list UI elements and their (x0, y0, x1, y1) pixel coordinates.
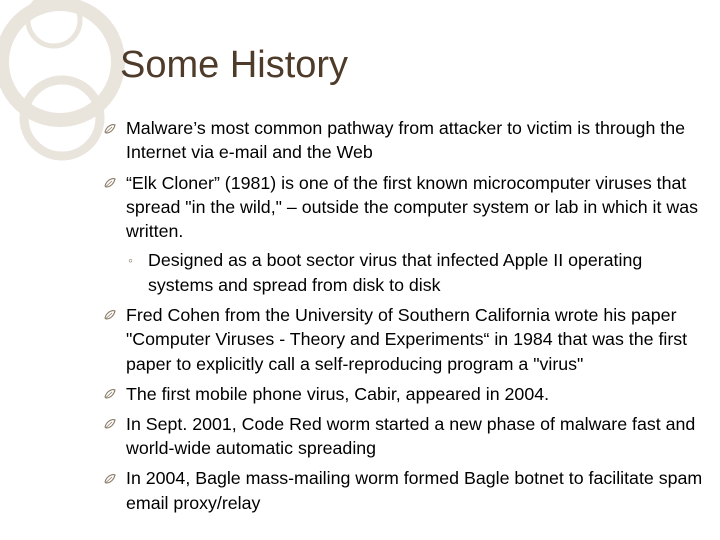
bullet-item (104, 466, 704, 515)
bullet-item (104, 116, 704, 165)
bullet-list (104, 116, 704, 521)
bullet-text: In Sept. 2001, Code Red worm started a new phase of malware fast and world-wide automatic spreading (126, 413, 696, 459)
leaf-bullet-icon (104, 123, 116, 135)
leaf-bullet-icon (104, 473, 116, 485)
bullet-text: The first mobile phone virus, Cabir, appeared in 2004. (126, 383, 550, 404)
bullet-item (104, 382, 704, 406)
circle-decoration (2, 0, 118, 156)
bullet-item (104, 303, 704, 376)
leaf-bullet-icon (104, 388, 116, 400)
leaf-bullet-icon (104, 309, 116, 321)
leaf-bullet-icon (104, 177, 116, 189)
bullet-item (104, 171, 704, 244)
sub-bullet-item (104, 248, 704, 297)
sub-bullet-icon: ◦ (128, 252, 133, 269)
slide-title: Some History (120, 44, 349, 86)
bullet-text: “Elk Cloner” (1981) is one of the first known microcomputer viruses that spread "in the wild," – outside the computer system or lab in which it was written. (126, 172, 699, 242)
sub-bullet-text: Designed as a boot sector virus that infected Apple II operating systems and spread from disk to disk (148, 250, 643, 295)
bullet-text: In 2004, Bagle mass-mailing worm formed Bagle botnet to facilitate spam email proxy/relay (126, 468, 703, 513)
leaf-bullet-icon (104, 418, 116, 430)
bullet-text: Malware’s most common pathway from attacker to victim is through the Internet via e-mail and the Web (126, 118, 685, 163)
bullet-item (104, 412, 704, 461)
bullet-text: Fred Cohen from the University of Southern California wrote his paper "Computer Viruses - Theory and Experiments“ in 1984 that was the first paper to explicitly call a self-reproducing program a "virus" (126, 304, 688, 374)
